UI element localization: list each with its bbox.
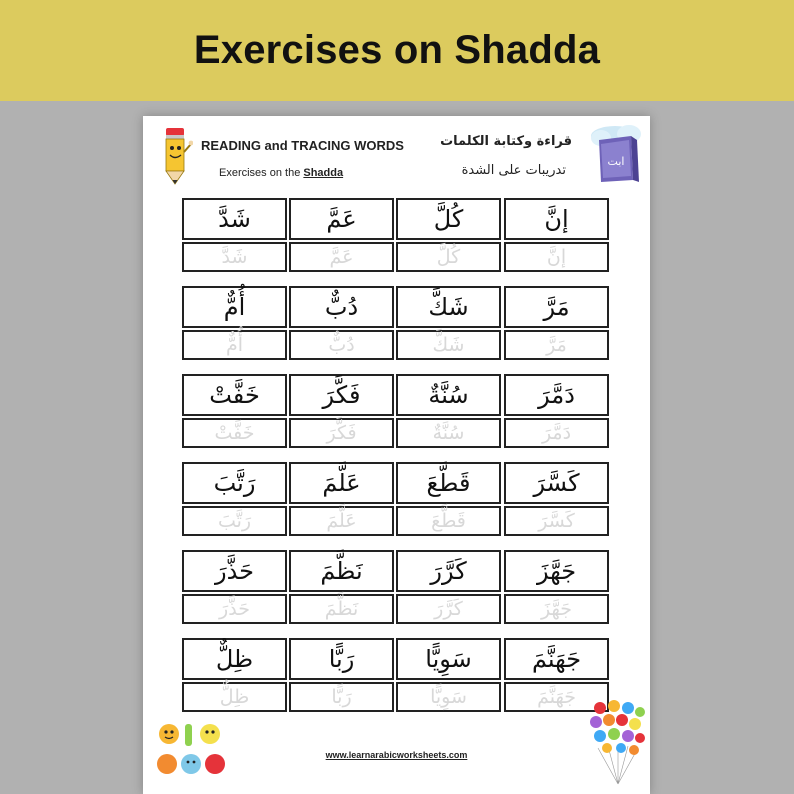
word-cell: جَهَنَّمَ	[504, 638, 609, 680]
word-row-1	[182, 198, 611, 272]
trace-cell[interactable]: جَهَّزَ	[504, 594, 609, 624]
trace-cell[interactable]: عَلَّمَ	[289, 506, 394, 536]
balloons-icon	[590, 698, 646, 788]
title-banner	[0, 0, 794, 101]
word-cell: كَسَّرَ	[504, 462, 609, 504]
trace-cell[interactable]: عَمَّ	[289, 242, 394, 272]
word-cell: كُلَّ	[396, 198, 501, 240]
trace-cell[interactable]: مَرَّ	[504, 330, 609, 360]
word-cell: كَرَّرَ	[396, 550, 501, 592]
word-cell: أُمٌّ	[182, 286, 287, 328]
trace-cell[interactable]: خَفَّتْ	[182, 418, 287, 448]
english-subtitle	[219, 167, 343, 179]
alphabet-letters-icon	[155, 714, 235, 784]
word-cell: سَوِيًّا	[396, 638, 501, 680]
word-cell: فَكَّرَ	[289, 374, 394, 416]
word-cell: دَمَّرَ	[504, 374, 609, 416]
word-row-5	[182, 550, 611, 624]
pencil-mascot-icon	[157, 124, 193, 188]
trace-cell[interactable]: جَهَنَّمَ	[504, 682, 609, 712]
trace-cell[interactable]: سُنَّةٌ	[396, 418, 501, 448]
arabic-subtitle: تدريبات على الشدة	[461, 163, 566, 178]
trace-cell[interactable]: شَدَّ	[182, 242, 287, 272]
word-cell: دُبٌّ	[289, 286, 394, 328]
word-cell: مَرَّ	[504, 286, 609, 328]
trace-cell[interactable]: أُمٌّ	[182, 330, 287, 360]
word-cell: شَكَّ	[396, 286, 501, 328]
word-cell: عَلَّمَ	[289, 462, 394, 504]
trace-cell[interactable]: سَوِيًّا	[396, 682, 501, 712]
trace-cell[interactable]: كُلَّ	[396, 242, 501, 272]
english-subtitle-bold: Shadda	[303, 167, 344, 179]
word-row-2	[182, 286, 611, 360]
trace-cell[interactable]: فَكَّرَ	[289, 418, 394, 448]
word-cell: سُنَّةٌ	[396, 374, 501, 416]
english-title: READING and TRACING WORDS	[201, 138, 404, 153]
word-cell: رَتَّبَ	[182, 462, 287, 504]
word-cell: إنَّ	[504, 198, 609, 240]
word-cell: جَهَّزَ	[504, 550, 609, 592]
word-cell: نَظَّمَ	[289, 550, 394, 592]
trace-cell[interactable]: دَمَّرَ	[504, 418, 609, 448]
word-cell: قَطَّعَ	[396, 462, 501, 504]
worksheet	[143, 116, 650, 794]
banner-title: Exercises on Shadda	[193, 28, 601, 72]
trace-cell[interactable]: إنَّ	[504, 242, 609, 272]
trace-cell[interactable]: دُبٌّ	[289, 330, 394, 360]
trace-cell[interactable]: قَطَّعَ	[396, 506, 501, 536]
book-label: ابت	[607, 155, 625, 168]
word-row-6	[182, 638, 611, 712]
trace-cell[interactable]: كَسَّرَ	[504, 506, 609, 536]
english-subtitle-prefix: Exercises on the	[219, 167, 304, 179]
word-row-4	[182, 462, 611, 536]
trace-cell[interactable]: ظِلٌّ	[182, 682, 287, 712]
book-icon	[587, 122, 645, 184]
word-row-3	[182, 374, 611, 448]
word-cell: رَبًّا	[289, 638, 394, 680]
word-cell: ظِلٌّ	[182, 638, 287, 680]
trace-cell[interactable]: كَرَّرَ	[396, 594, 501, 624]
arabic-title: قراءة وكتابة الكلمات	[440, 134, 572, 149]
trace-cell[interactable]: رَبًّا	[289, 682, 394, 712]
word-cell: شَدَّ	[182, 198, 287, 240]
word-cell: حَذَّرَ	[182, 550, 287, 592]
trace-cell[interactable]: حَذَّرَ	[182, 594, 287, 624]
trace-cell[interactable]: رَتَّبَ	[182, 506, 287, 536]
trace-cell[interactable]: شَكَّ	[396, 330, 501, 360]
word-cell: عَمَّ	[289, 198, 394, 240]
website-url[interactable]: www.learnarabicworksheets.com	[325, 750, 468, 760]
word-cell: خَفَّتْ	[182, 374, 287, 416]
trace-cell[interactable]: نَظَّمَ	[289, 594, 394, 624]
